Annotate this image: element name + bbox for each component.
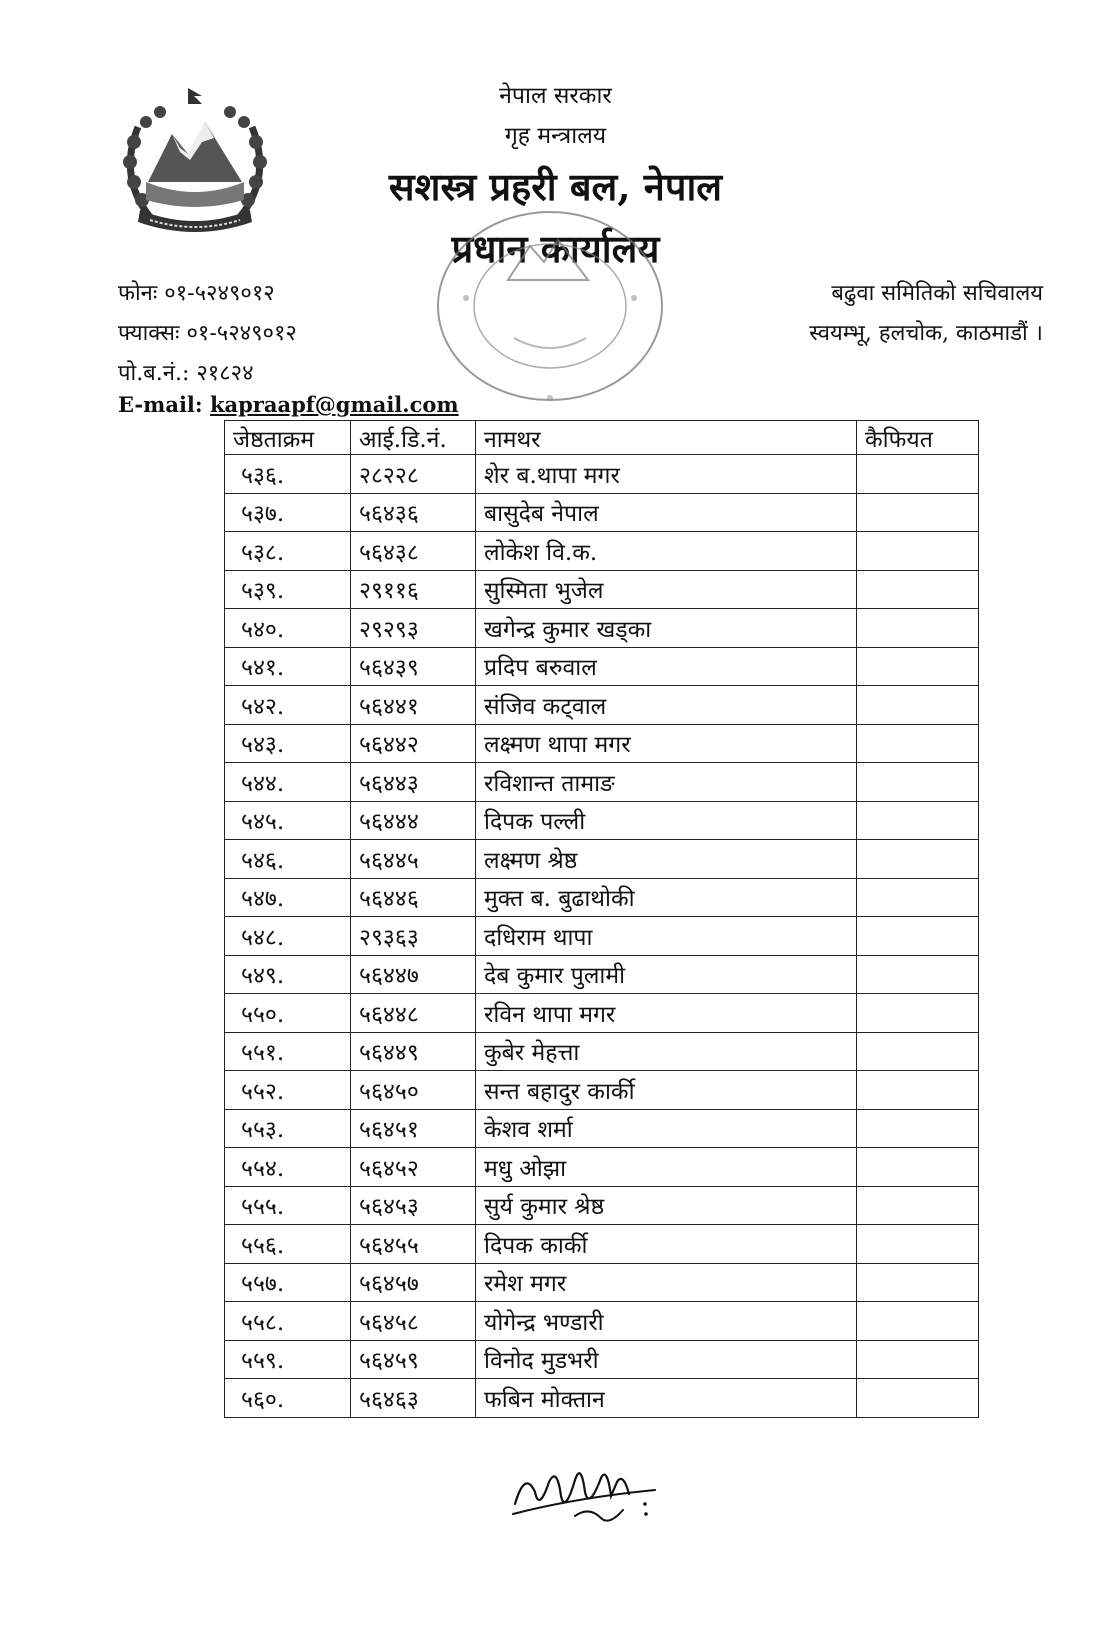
cell-remarks — [857, 686, 979, 725]
cell-id-number: ५६४५३ — [351, 1186, 476, 1225]
cell-name: लक्ष्मण थापा मगर — [476, 724, 857, 763]
cell-seniority: ५४७. — [225, 878, 351, 917]
cell-name: कुबेर मेहत्ता — [476, 1032, 857, 1071]
cell-id-number: ५६४५० — [351, 1071, 476, 1110]
cell-name: देब कुमार पुलामी — [476, 955, 857, 994]
cell-remarks — [857, 1071, 979, 1110]
table-row — [225, 955, 979, 994]
table-row — [225, 1225, 979, 1264]
cell-id-number: ५६४५५ — [351, 1225, 476, 1264]
cell-seniority: ५५९. — [225, 1340, 351, 1379]
cell-name: रविशान्त तामाङ — [476, 763, 857, 802]
cell-remarks — [857, 1148, 979, 1187]
cell-id-number: २९११६ — [351, 570, 476, 609]
cell-id-number: ५६४४३ — [351, 763, 476, 802]
cell-seniority: ५४५. — [225, 801, 351, 840]
table-row — [225, 724, 979, 763]
cell-id-number: ५६४४४ — [351, 801, 476, 840]
email-link[interactable]: kapraapf@gmail.com — [209, 392, 459, 417]
cell-remarks — [857, 532, 979, 571]
cell-name: बासुदेब नेपाल — [476, 493, 857, 532]
phone-number: फोनः ०१-५२४९०१२ — [118, 281, 275, 306]
cell-seniority: ५४२. — [225, 686, 351, 725]
column-header-remarks: कैफियत — [857, 421, 979, 455]
table-row — [225, 647, 979, 686]
cell-remarks — [857, 1379, 979, 1418]
cell-name: दिपक पल्ली — [476, 801, 857, 840]
table-row — [225, 994, 979, 1033]
table-row — [225, 1379, 979, 1418]
cell-remarks — [857, 1186, 979, 1225]
cell-seniority: ५४४. — [225, 763, 351, 802]
table-row — [225, 1148, 979, 1187]
cell-id-number: ५६४३६ — [351, 493, 476, 532]
cell-remarks — [857, 455, 979, 494]
table-row — [225, 1109, 979, 1148]
cell-name: फबिन मोक्तान — [476, 1379, 857, 1418]
cell-remarks — [857, 1032, 979, 1071]
cell-name: संजिव कट्वाल — [476, 686, 857, 725]
cell-seniority: ५५५. — [225, 1186, 351, 1225]
table-row — [225, 878, 979, 917]
table-row — [225, 1071, 979, 1110]
column-header-name: नामथर — [476, 421, 857, 455]
column-header-id: आई.डि.नं. — [351, 421, 476, 455]
cell-name: रविन थापा मगर — [476, 994, 857, 1033]
cell-remarks — [857, 878, 979, 917]
cell-id-number: ५६४३९ — [351, 647, 476, 686]
po-box: पो.ब.नं.: २१८२४ — [118, 361, 254, 386]
cell-remarks — [857, 1263, 979, 1302]
office-stamp-icon — [420, 188, 680, 408]
cell-id-number: ५६४४८ — [351, 994, 476, 1033]
cell-remarks — [857, 1340, 979, 1379]
cell-name: लोकेश वि.क. — [476, 532, 857, 571]
table-row — [225, 1302, 979, 1341]
cell-id-number: ५६४४९ — [351, 1032, 476, 1071]
cell-seniority: ५५१. — [225, 1032, 351, 1071]
cell-name: सुस्मिता भुजेल — [476, 570, 857, 609]
cell-seniority: ५५६. — [225, 1225, 351, 1264]
government-title: नेपाल सरकार — [499, 83, 612, 109]
table-row — [225, 763, 979, 802]
secretariat-address: स्वयम्भू, हलचोक, काठमाडौं । — [809, 321, 1043, 346]
cell-seniority: ५४८. — [225, 917, 351, 956]
cell-id-number: ५६४३८ — [351, 532, 476, 571]
table-header-row — [225, 421, 979, 455]
table-row — [225, 1340, 979, 1379]
secretariat-name: बढुवा समितिको सचिवालय — [831, 281, 1043, 306]
cell-name: योगेन्द्र भण्डारी — [476, 1302, 857, 1341]
cell-id-number: २९२९३ — [351, 609, 476, 648]
cell-seniority: ५३९. — [225, 570, 351, 609]
table-row — [225, 609, 979, 648]
cell-name: सन्त बहादुर कार्की — [476, 1071, 857, 1110]
table-row — [225, 1186, 979, 1225]
cell-remarks — [857, 609, 979, 648]
promotion-roster-table — [224, 420, 979, 1418]
office-title: प्रधान कार्यालय — [451, 226, 660, 271]
cell-id-number: ५६४५९ — [351, 1340, 476, 1379]
cell-id-number: ५६४५७ — [351, 1263, 476, 1302]
table-row — [225, 840, 979, 879]
cell-seniority: ५४६. — [225, 840, 351, 879]
fax-number: फ्याक्सः ०१-५२४९०१२ — [118, 321, 297, 346]
cell-id-number: ५६४४५ — [351, 840, 476, 879]
cell-name: केशव शर्मा — [476, 1109, 857, 1148]
cell-remarks — [857, 647, 979, 686]
cell-remarks — [857, 1302, 979, 1341]
cell-seniority: ५५७. — [225, 1263, 351, 1302]
cell-seniority: ५३८. — [225, 532, 351, 571]
cell-remarks — [857, 1225, 979, 1264]
force-title: सशस्त्र प्रहरी बल, नेपाल — [388, 164, 723, 209]
cell-remarks — [857, 994, 979, 1033]
email-line — [118, 392, 459, 417]
cell-seniority: ५३६. — [225, 455, 351, 494]
cell-name: दधिराम थापा — [476, 917, 857, 956]
table-row — [225, 532, 979, 571]
cell-name: शेर ब.थापा मगर — [476, 455, 857, 494]
cell-id-number: २९३६३ — [351, 917, 476, 956]
table-row — [225, 1032, 979, 1071]
cell-seniority: ५५०. — [225, 994, 351, 1033]
cell-seniority: ५५८. — [225, 1302, 351, 1341]
cell-remarks — [857, 763, 979, 802]
cell-seniority: ५५२. — [225, 1071, 351, 1110]
cell-seniority: ५३७. — [225, 493, 351, 532]
table-row — [225, 686, 979, 725]
cell-seniority: ५४१. — [225, 647, 351, 686]
cell-name: मुक्त ब. बुढाथोकी — [476, 878, 857, 917]
table-row — [225, 455, 979, 494]
cell-remarks — [857, 493, 979, 532]
cell-name: दिपक कार्की — [476, 1225, 857, 1264]
cell-name: खगेन्द्र कुमार खड्का — [476, 609, 857, 648]
cell-seniority: ५५४. — [225, 1148, 351, 1187]
cell-remarks — [857, 840, 979, 879]
cell-id-number: ५६४६३ — [351, 1379, 476, 1418]
cell-remarks — [857, 917, 979, 956]
table-row — [225, 801, 979, 840]
ministry-title: गृह मन्त्रालय — [504, 123, 607, 149]
cell-remarks — [857, 1109, 979, 1148]
table-row — [225, 570, 979, 609]
cell-id-number: २८२२८ — [351, 455, 476, 494]
cell-name: प्रदिप बरुवाल — [476, 647, 857, 686]
cell-id-number: ५६४४६ — [351, 878, 476, 917]
signature-icon — [505, 1452, 665, 1532]
cell-seniority: ५६०. — [225, 1379, 351, 1418]
column-header-seniority: जेष्ठताक्रम — [225, 421, 351, 455]
cell-id-number: ५६४५२ — [351, 1148, 476, 1187]
table-row — [225, 917, 979, 956]
cell-id-number: ५६४४७ — [351, 955, 476, 994]
cell-remarks — [857, 955, 979, 994]
table-row — [225, 493, 979, 532]
cell-seniority: ५४९. — [225, 955, 351, 994]
cell-seniority: ५४०. — [225, 609, 351, 648]
cell-seniority: ५५३. — [225, 1109, 351, 1148]
cell-id-number: ५६४५१ — [351, 1109, 476, 1148]
cell-id-number: ५६४४१ — [351, 686, 476, 725]
email-label: E-mail: — [118, 392, 203, 417]
cell-remarks — [857, 570, 979, 609]
cell-id-number: ५६४५८ — [351, 1302, 476, 1341]
table-body — [225, 455, 979, 1418]
cell-name: विनोद मुडभरी — [476, 1340, 857, 1379]
cell-seniority: ५४३. — [225, 724, 351, 763]
cell-remarks — [857, 801, 979, 840]
cell-name: लक्ष्मण श्रेष्ठ — [476, 840, 857, 879]
table-row — [225, 1263, 979, 1302]
cell-name: सुर्य कुमार श्रेष्ठ — [476, 1186, 857, 1225]
cell-id-number: ५६४४२ — [351, 724, 476, 763]
cell-name: मधु ओझा — [476, 1148, 857, 1187]
cell-name: रमेश मगर — [476, 1263, 857, 1302]
cell-remarks — [857, 724, 979, 763]
